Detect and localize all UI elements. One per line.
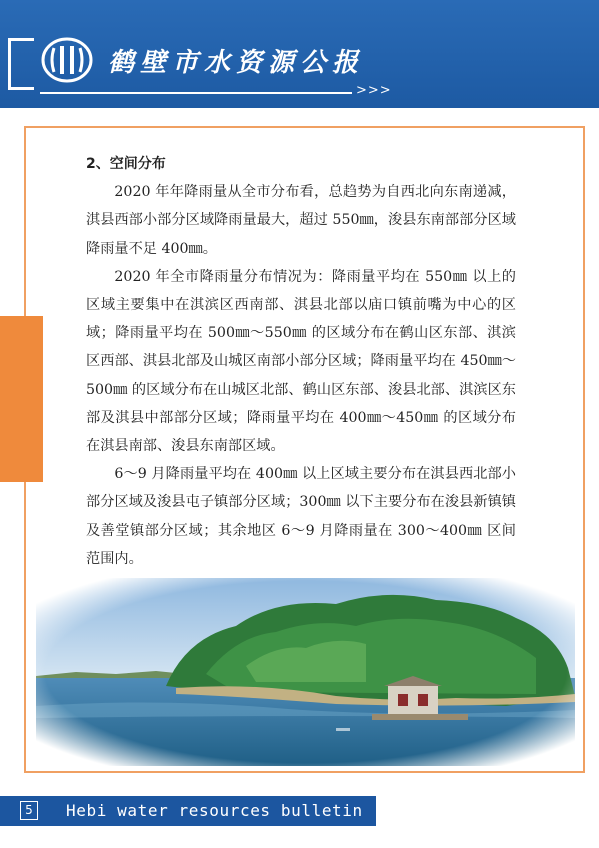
header-rule xyxy=(40,92,352,94)
paragraph: 2020 年年降雨量从全市分布看，总趋势为自西北向东南递减，淇县西部小部分区域降雨量最大，超过 550㎜，浚县东南部部分区域降雨量不足 400㎜。 xyxy=(86,184,516,257)
paragraph: 6～9 月降雨量平均在 400㎜ 以上区域主要分布在淇县西北部小部分区域及浚县屯子镇部分区域；300㎜ 以下主要分布在浚县新镇镇及善堂镇部分区域；其余地区 6～9 月降雨量在 300～400㎜ 区间范围内。 xyxy=(86,466,516,567)
water-resources-logo-icon xyxy=(40,36,94,84)
footer-title: Hebi water resources bulletin xyxy=(66,801,363,820)
page-number: 5 xyxy=(20,801,38,820)
section-heading: 2、空间分布 xyxy=(86,156,166,172)
header-band xyxy=(0,0,599,108)
article-body xyxy=(86,150,516,573)
header-bracket xyxy=(8,38,34,90)
side-tab xyxy=(0,316,43,482)
lake-island-photo xyxy=(36,578,575,766)
paragraph: 2020 年全市降雨量分布情况为：降雨量平均在 550㎜ 以上的区域主要集中在淇滨区西南部、淇县北部以庙口镇前嘴为中心的区域；降雨量平均在 500㎜～550㎜ 的区域分布在鹤山区东部、淇滨区西部、淇县北部及山城区南部小部分区域；降雨量平均在 450㎜～500㎜ 的区域分布在山城区北部、鹤山区东部、浚县北部、淇滨区东部及淇县中部部分区域；降雨量平均在 400㎜～450㎜ 的区域分布在淇县南部、浚县东南部区域。 xyxy=(86,268,516,455)
footer-light-section xyxy=(376,796,599,826)
header-arrows: >>> xyxy=(356,83,392,98)
publication-title: 鹤壁市水资源公报 xyxy=(108,48,365,78)
footer-band xyxy=(0,796,599,826)
